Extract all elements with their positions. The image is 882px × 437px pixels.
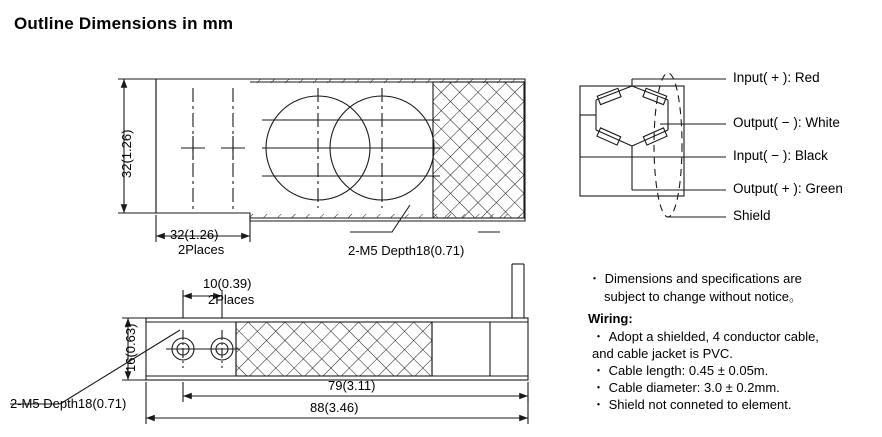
wire-label-input-positive: Input( + ): Red: [733, 70, 820, 85]
top-view-height-dimension-label: 32(1.26): [119, 129, 134, 178]
top-view-left-dimension-label: 32(1.26): [170, 227, 219, 242]
notes-disclaimer-line1: ・ Dimensions and specifications are: [588, 271, 802, 286]
side-view-top-dimension-label: 10(0.39): [203, 276, 252, 291]
notes-item-0: ・ Adopt a shielded, 4 conductor cable,: [592, 329, 819, 344]
page-title: Outline Dimensions in mm: [14, 14, 234, 33]
side-view-hole-callout: 2-M5 Depth18(0.71): [10, 396, 127, 411]
wire-label-output-positive: Output( + ): Green: [733, 181, 843, 196]
side-view-inner-length-label: 79(3.11): [328, 378, 376, 393]
notes-wiring-heading: Wiring:: [588, 311, 633, 326]
wire-label-input-negative: Input( − ): Black: [733, 148, 828, 163]
notes-item-3: ・ Cable diameter: 3.0 ± 0.2mm.: [592, 380, 780, 395]
notes-disclaimer-line2: subject to change without notice。: [604, 289, 803, 304]
wire-label-shield: Shield: [733, 208, 771, 223]
notes-item-1: and cable jacket is PVC.: [592, 346, 733, 361]
notes-item-2: ・ Cable length: 0.45 ± 0.05m.: [592, 363, 769, 378]
top-view-left-dimension-note: 2Places: [178, 242, 225, 257]
side-view-top-dimension-note: 2Places: [208, 292, 255, 307]
side-view-height-dimension-label: 16(0.63): [123, 323, 138, 372]
top-view-hole-callout: 2-M5 Depth18(0.71): [348, 243, 465, 258]
wire-label-output-negative: Output( − ): White: [733, 115, 840, 130]
side-view-overall-length-label: 88(3.46): [310, 400, 359, 415]
notes-item-4: ・ Shield not conneted to element.: [592, 397, 792, 412]
